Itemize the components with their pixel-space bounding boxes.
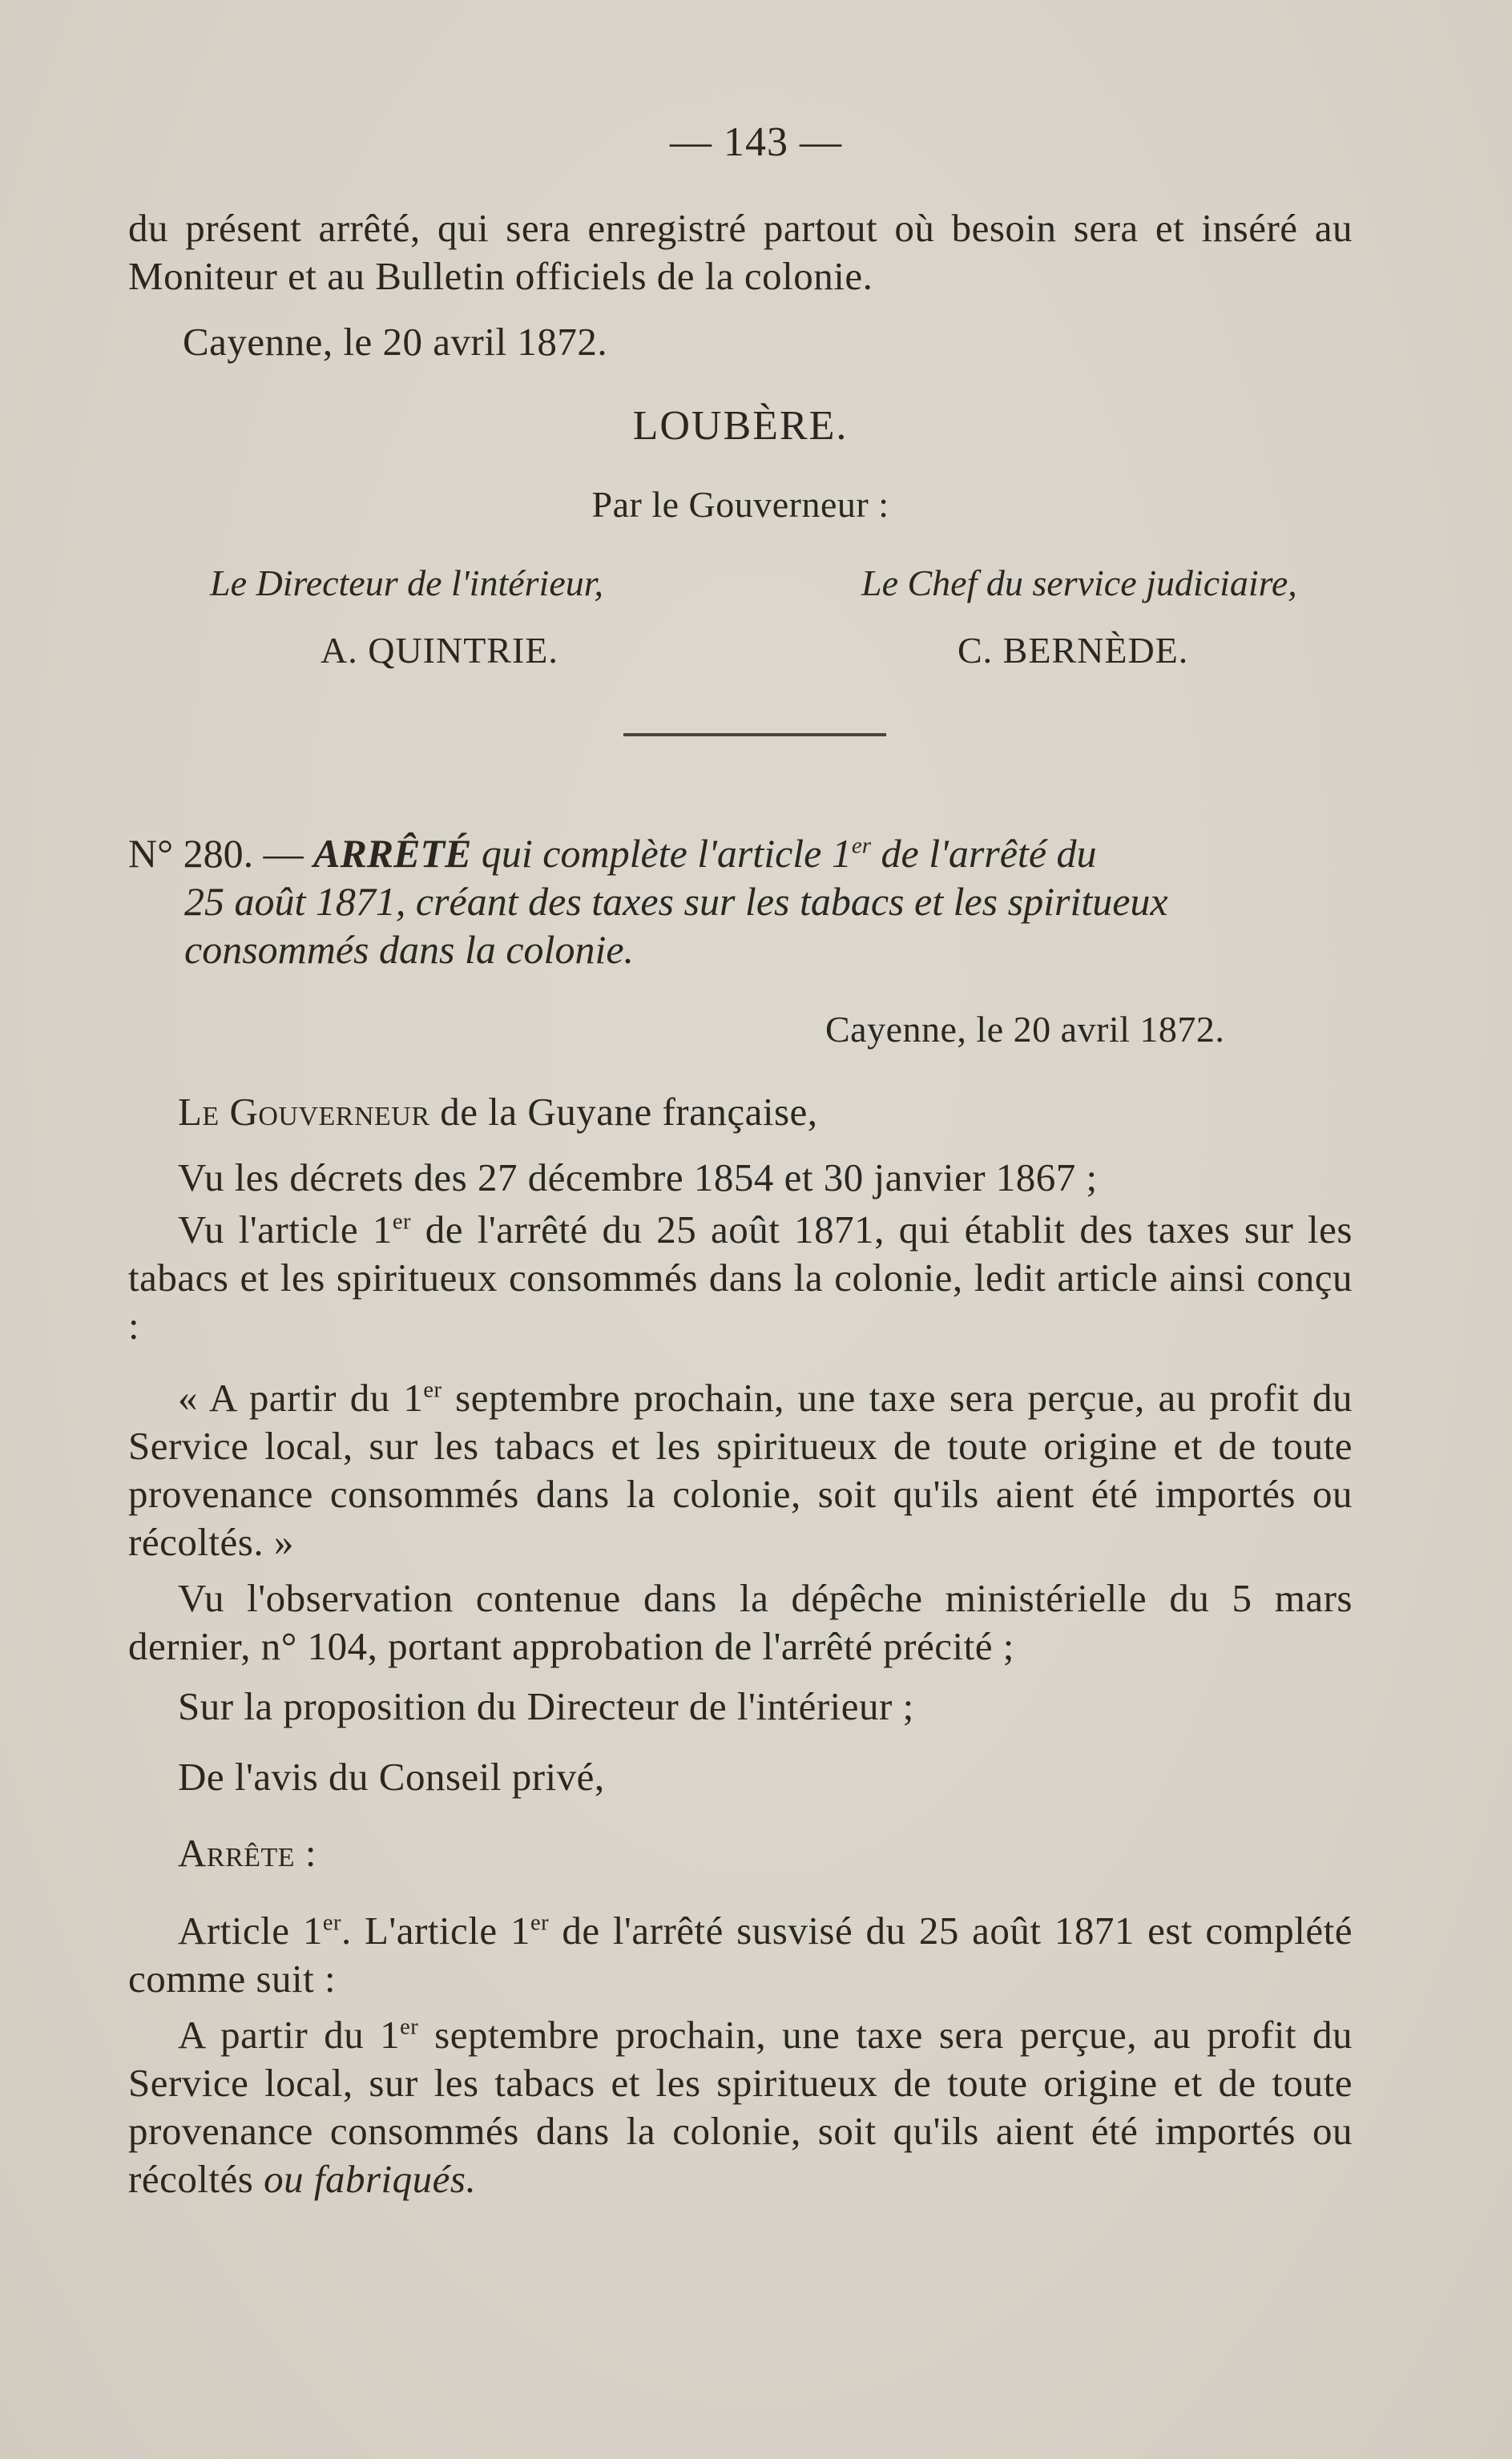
final-a: A partir du 1: [178, 2013, 401, 2057]
by-governor-line: Par le Gouverneur :: [591, 484, 889, 525]
arrete-colon: :: [295, 1831, 317, 1875]
vu-article-a: Vu l'article 1: [178, 1207, 393, 1252]
quote-b: septembre prochain, une taxe sera perçue, au profit du Service local, sur les tabacs et les spiritueux de toute origine et de toute provenance consommés dans la colonie, soit qu'ils aient été importés ou récoltés. »: [128, 1376, 1353, 1564]
right-signatory-title: Le Chef du service judiciaire,: [861, 562, 1297, 603]
article-sup2: er: [530, 1910, 550, 1936]
article-sup1: er: [322, 1910, 341, 1936]
order-title-sup: er: [851, 832, 872, 859]
order-title-part1-end: de l'arrêté du: [881, 831, 1097, 876]
paragraph-quote: [128, 1374, 1353, 1566]
order-heading-line1: [128, 829, 1353, 877]
order-date-line: Cayenne, le 20 avril 1872.: [825, 1009, 1225, 1050]
final-b: septembre prochain, une taxe sera perçue, au profit du Service local, sur les tabacs et les spiritueux de toute origine et de toute provenance consommés dans la colonie, soit qu'ils aient été importés ou récoltés: [128, 2013, 1353, 2201]
article-c: de l'arrêté susvisé du 25 août 1871 est complété comme suit :: [128, 1909, 1353, 2001]
paragraph-vu-article: [128, 1206, 1353, 1350]
arrete-line: [128, 1829, 1353, 1877]
closing-paragraph: du présent arrêté, qui sera enregistré partout où besoin sera et inséré au Moniteur et au Bulletin officiels de la colonie.: [128, 206, 1353, 298]
order-heading: [128, 829, 1353, 974]
article-a: Article 1: [178, 1909, 323, 1953]
vu-article-sup: er: [392, 1209, 411, 1235]
page-number: — 143 —: [670, 119, 842, 165]
paragraph-vu-decrets: Vu les décrets des 27 décembre 1854 et 30 janvier 1867 ;: [178, 1155, 1098, 1199]
right-signatory-name: C. BERNÈDE.: [958, 630, 1189, 671]
left-signatory-name: A. QUINTRIE.: [321, 630, 558, 671]
section-divider: [623, 733, 886, 736]
paragraph-vu-observation: Vu l'observation contenue dans la dépêche ministérielle du 5 mars dernier, n° 104, portant approbation de l'arrêté précité ;: [128, 1576, 1353, 1668]
order-heading-line3: consommés dans la colonie.: [184, 927, 635, 972]
order-number: N° 280. —: [128, 831, 304, 876]
governor-caps: Le Gouverneur: [178, 1090, 430, 1134]
final-sup: er: [400, 2014, 419, 2040]
left-signatory-title: Le Directeur de l'intérieur,: [210, 562, 604, 603]
arrete-word: Arrête: [178, 1831, 296, 1875]
governor-rest: de la Guyane française,: [429, 1090, 818, 1134]
paragraph-avis: De l'avis du Conseil privé,: [178, 1755, 605, 1799]
order-heading-line2: 25 août 1871, créant des taxes sur les tabacs et les spiritueux: [184, 879, 1168, 924]
article-b: . L'article 1: [341, 1909, 530, 1953]
date-line-previous: Cayenne, le 20 avril 1872.: [183, 320, 608, 364]
order-title-keyword: ARRÊTÉ: [313, 831, 472, 876]
paragraph-article-1: [128, 1907, 1353, 2003]
final-italic: ou fabriqués.: [264, 2157, 477, 2201]
paragraph-proposition: Sur la proposition du Directeur de l'intérieur ;: [178, 1684, 914, 1728]
governor-signature: LOUBÈRE.: [632, 403, 849, 449]
paragraph-final: [128, 2011, 1353, 2203]
governor-line: [128, 1088, 1353, 1136]
order-title-part1: qui complète l'article 1: [481, 831, 852, 876]
quote-a: « A partir du 1: [178, 1376, 424, 1420]
quote-sup: er: [423, 1377, 442, 1403]
vu-article-b: de l'arrêté du 25 août 1871, qui établit des taxes sur les tabacs et les spiritueux consommés dans la colonie, ledit article ainsi conçu :: [128, 1207, 1353, 1348]
